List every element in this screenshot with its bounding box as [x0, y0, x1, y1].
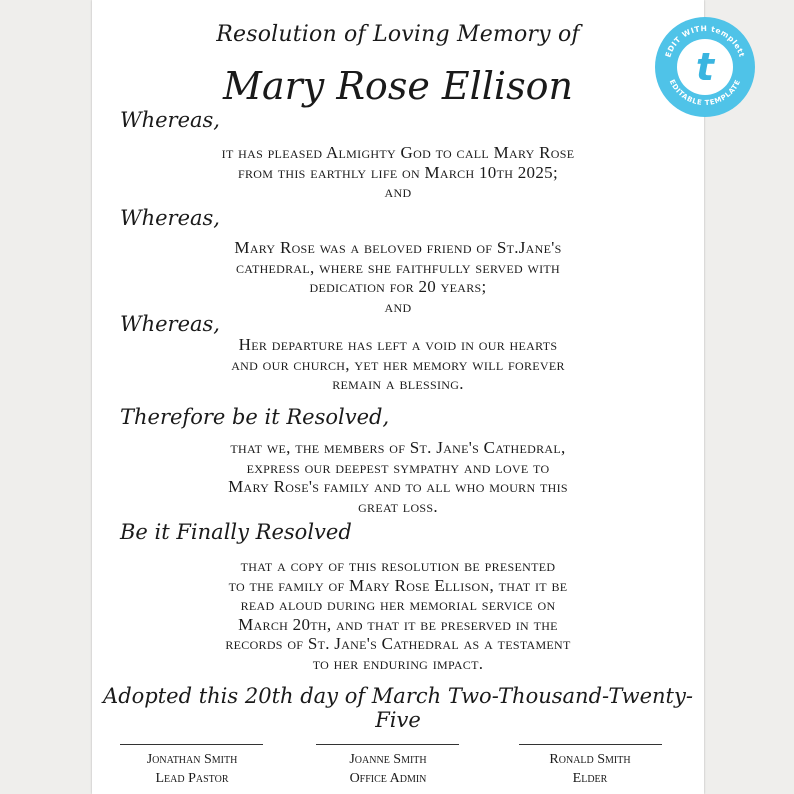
- honoree-name: Mary Rose Ellison: [223, 64, 573, 108]
- signature-line: [316, 744, 459, 745]
- body-line: Mary Rose's family and to all who mourn this: [228, 477, 568, 496]
- body-line: Mary Rose was a beloved friend of St.Jane's: [234, 238, 562, 257]
- badge-center: [677, 39, 733, 95]
- section-body: [92, 143, 704, 202]
- body-line: cathedral, where she faithfully served with: [236, 257, 560, 277]
- body-line: March 20th, and that it be preserved in the: [238, 614, 558, 634]
- section-heading: Be it Finally Resolved: [120, 520, 352, 544]
- signature-line: [120, 744, 263, 745]
- body-line: express our deepest sympathy and love to: [246, 457, 550, 477]
- section-body: [92, 335, 704, 394]
- section-heading: Whereas,: [120, 206, 220, 230]
- body-line: and our church, yet her memory will forever: [231, 354, 565, 374]
- signer-name: Joanne Smith: [349, 752, 427, 767]
- section-body: [92, 438, 704, 516]
- section-heading: Therefore be it Resolved,: [120, 405, 390, 429]
- signer-name: Ronald Smith: [549, 752, 631, 767]
- body-line: to her enduring impact.: [312, 653, 484, 673]
- signer-role: Elder: [572, 771, 608, 786]
- signer-role: Office Admin: [349, 771, 427, 786]
- signer-name: Jonathan Smith: [146, 752, 238, 767]
- body-line: from this earthly life on March 10th 2025;: [238, 162, 558, 182]
- section-body: [92, 238, 704, 316]
- body-line: dedication for 20 years;: [309, 277, 487, 296]
- body-line: it has pleased Almighty God to call Mary Rose: [221, 143, 575, 162]
- signer-role: Lead Pastor: [155, 771, 229, 786]
- templett-logo-icon: t: [695, 45, 715, 89]
- body-line: read aloud during her memorial service on: [240, 595, 556, 614]
- body-line: great loss.: [358, 496, 438, 516]
- templett-badge: [655, 17, 755, 117]
- document-page: [92, 0, 704, 794]
- body-line: and: [384, 182, 412, 201]
- adopted-date-line: Adopted this 20th day of March Two-Thousand-Twenty-Five: [103, 684, 693, 732]
- section-body: [92, 556, 704, 673]
- signature-line: [519, 744, 662, 745]
- badge-bottom-text: EDITABLE TEMPLATE: [667, 78, 743, 108]
- body-line: Her departure has left a void in our hearts: [238, 335, 558, 354]
- badge-top-text: EDIT WITH templett: [663, 23, 747, 59]
- section-heading: Whereas,: [120, 312, 220, 336]
- section-heading: Whereas,: [120, 108, 220, 132]
- body-line: records of St. Jane's Cathedral as a testament: [225, 634, 571, 653]
- body-line: that a copy of this resolution be presented: [240, 556, 556, 575]
- body-line: that we, the members of St. Jane's Cathedral,: [230, 438, 566, 457]
- body-line: to the family of Mary Rose Ellison, that it be: [228, 575, 568, 595]
- body-line: remain a blessing.: [332, 374, 464, 393]
- resolution-title: Resolution of Loving Memory of: [216, 22, 580, 47]
- body-line: and: [384, 296, 412, 316]
